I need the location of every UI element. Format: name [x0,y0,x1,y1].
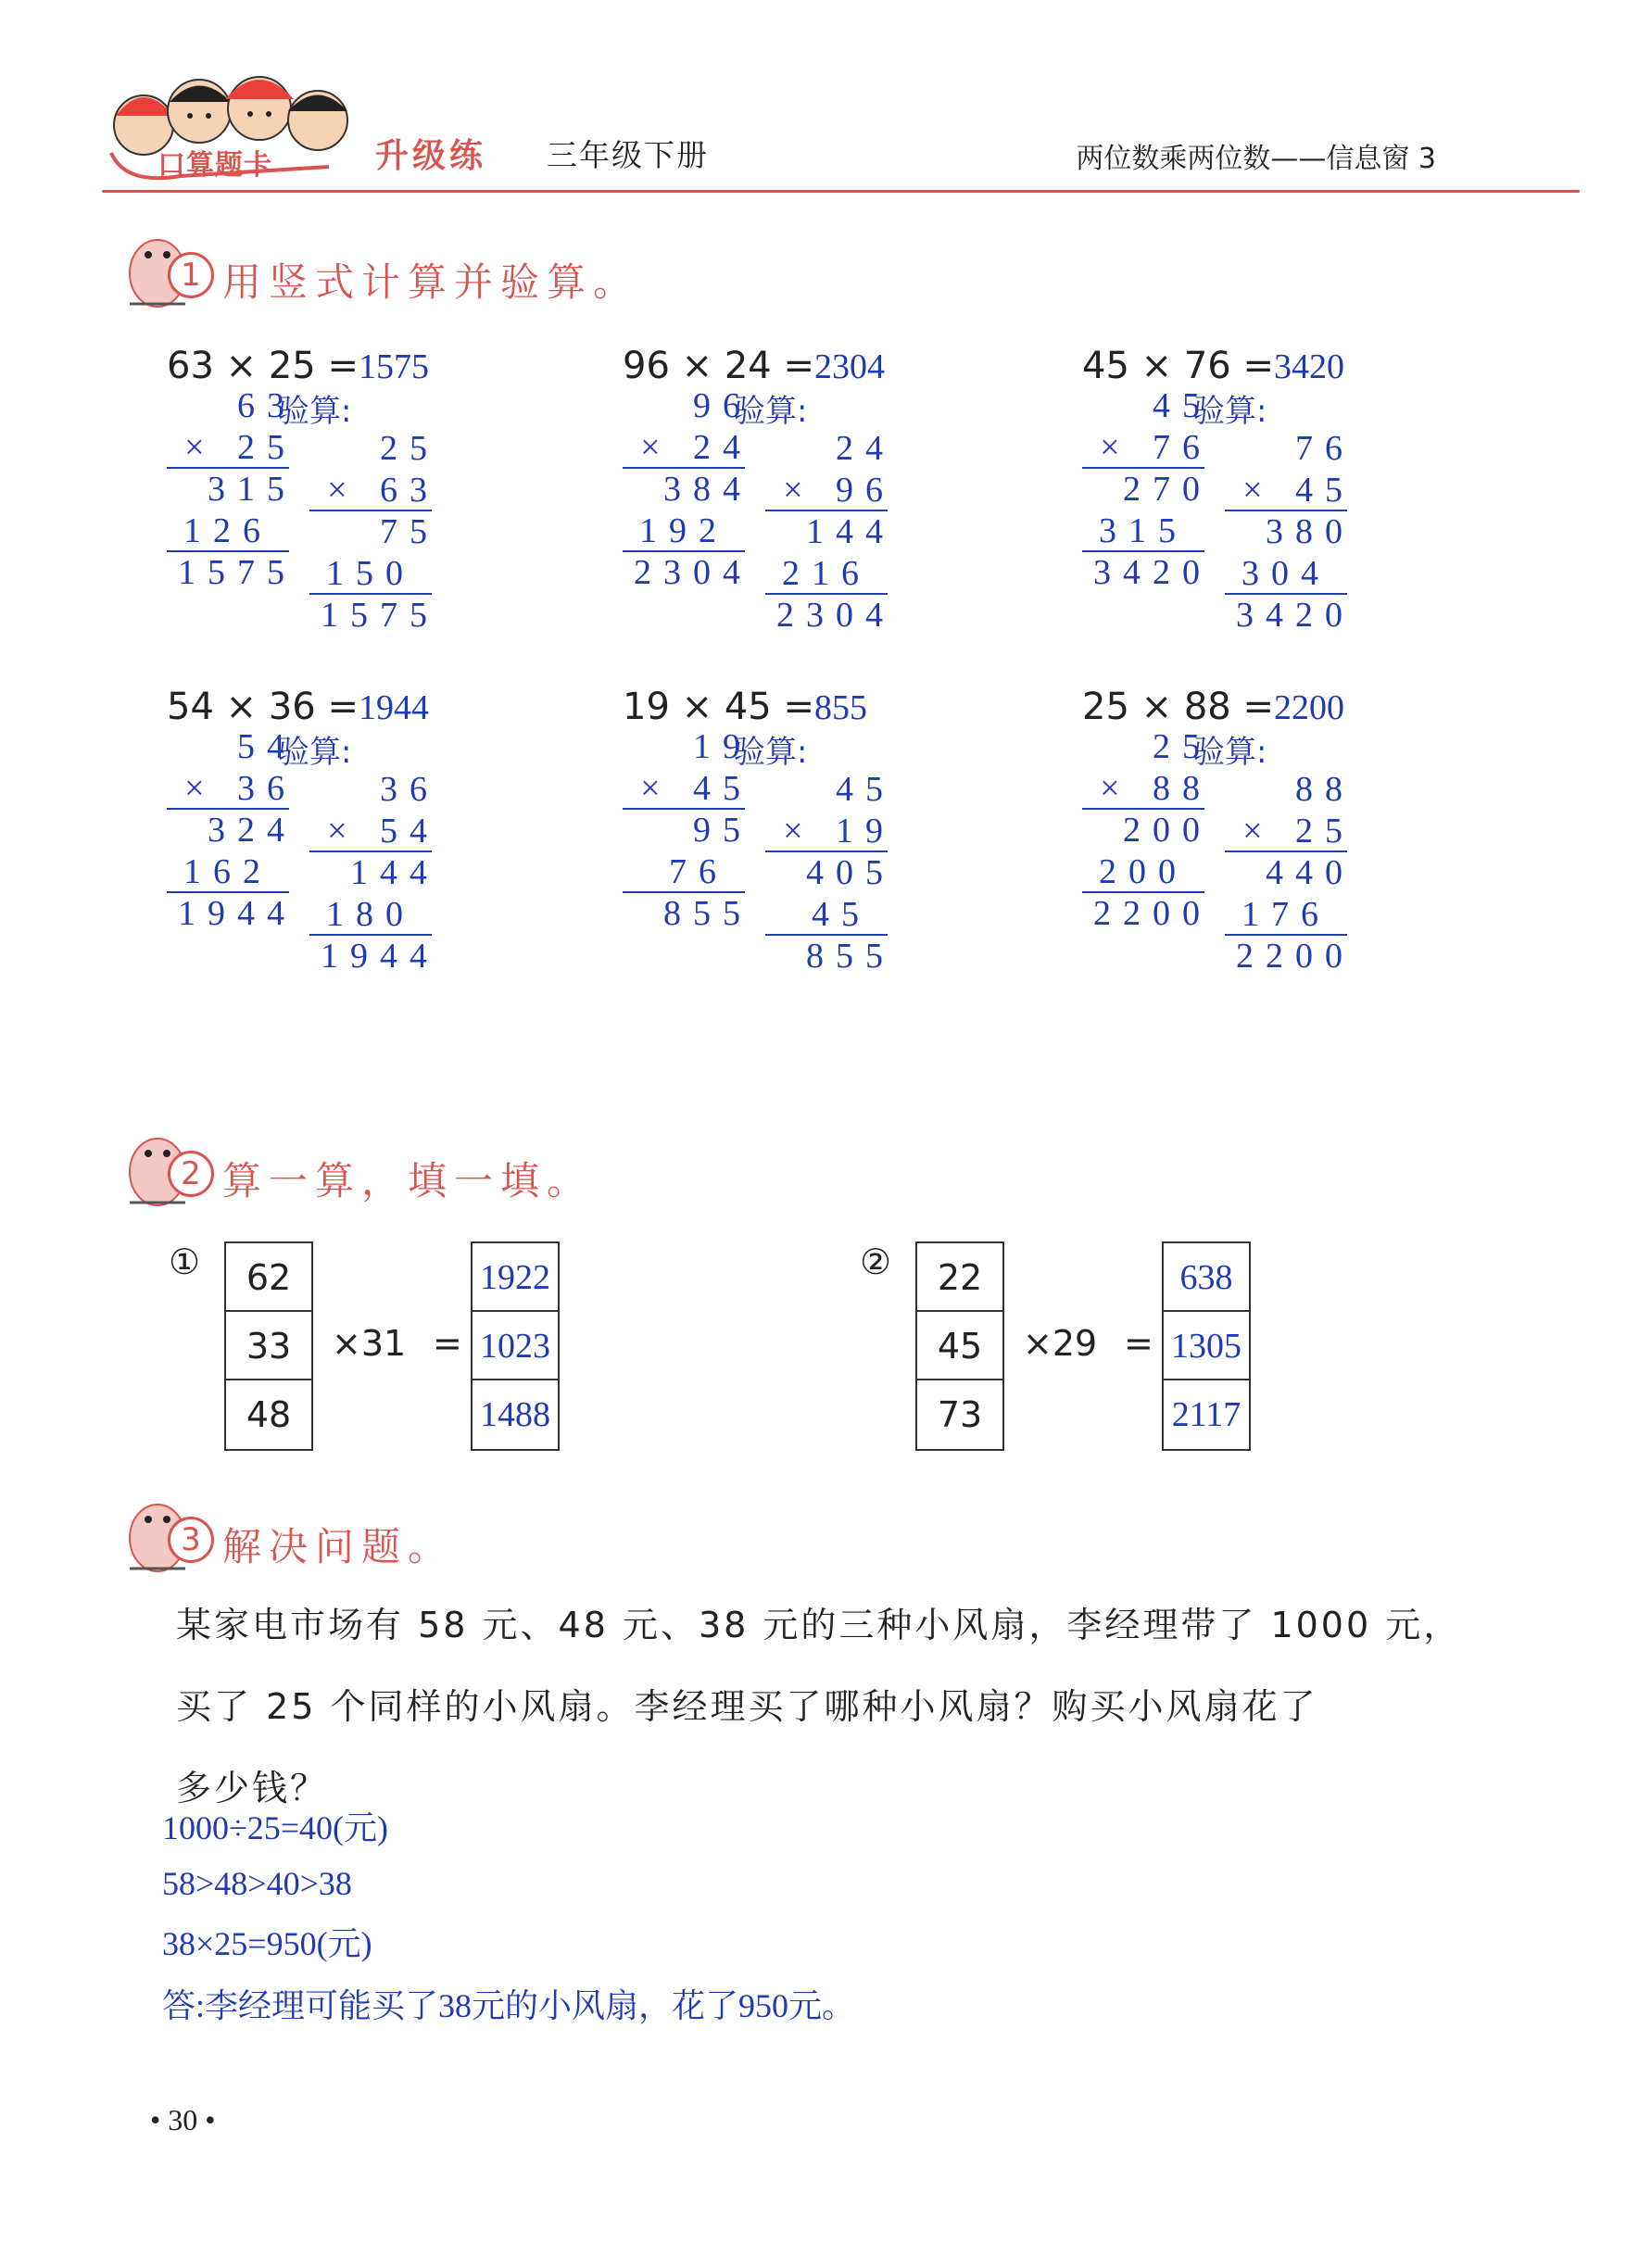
check-rule [765,850,888,852]
calc-digit-row: 45 [1153,386,1212,425]
check-rule [765,593,888,595]
check-digit-row: 76 [1295,429,1355,468]
section3-title: 解决问题。 [222,1524,455,1569]
check-digit-row: 45 [836,770,895,809]
calc-rule [1082,550,1204,552]
check-digit-row: 855 [806,937,895,976]
calc-rule [1082,808,1204,810]
check-rule [1225,510,1347,511]
equation [623,345,885,387]
section2-title: 算一算，填一填。 [222,1158,594,1203]
verify-label: 验算: [1193,734,1267,771]
vertical-calc-problem [167,345,473,650]
check-rule [765,510,888,511]
logo-text: 口算题卡 [158,149,272,182]
group-label: ① [169,1241,201,1282]
input-cell: 22 [917,1243,1002,1312]
input-cell: 73 [937,1394,983,1435]
vertical-calc-problem [1082,345,1388,650]
calc-digit-row: 2200 [1093,894,1212,933]
solution-line: 38×25=950(元) [162,1925,372,1962]
calc-digit-row: 96 [693,386,752,425]
check-digit-row: 216 [782,554,871,593]
verify-label: 验算: [734,734,808,771]
output-column [1162,1241,1251,1451]
input-cell: 33 [226,1312,311,1380]
input-column [915,1241,1004,1451]
calc-rule [167,808,289,810]
equation [1082,345,1344,387]
topic-label: 两位数乘两位数——信息窗 3 [1076,143,1436,175]
equation-expression: 96 × 24 = [623,345,814,387]
check-digit-row: 176 [1242,895,1330,934]
calc-rule [623,550,745,552]
solution-line: 1000÷25=40(元) [162,1809,389,1846]
equation-answer: 855 [813,688,867,727]
vertical-calc-problem [623,686,928,991]
multiplier: ×31 [332,1323,407,1364]
section2-header [125,1130,774,1214]
calc-digit-row: 3420 [1093,553,1212,592]
group-label: ② [860,1241,892,1282]
page-number: • 30 • [150,2103,216,2136]
check-rule [309,850,432,852]
calc-digit-row: × 45 [640,769,752,808]
calc-rule [623,467,745,469]
answer-cell: 1305 [1164,1312,1249,1380]
check-digit-row: 88 [1295,770,1355,809]
check-digit-row: 24 [836,429,895,468]
header-divider [102,190,1580,193]
equation-expression: 25 × 88 = [1082,686,1274,728]
solution-line: 58>48>40>38 [162,1865,352,1902]
check-digit-row: × 25 [1242,812,1355,850]
calc-rule [167,891,289,893]
check-digit-row: 1575 [321,596,439,635]
solution [162,1802,855,2027]
equation [623,686,867,728]
check-digit-row: 2304 [776,596,895,635]
check-digit-row: 150 [326,554,415,593]
equation-expression: 63 × 25 = [167,345,359,387]
word-problem [176,1584,1492,1829]
verify-label: 验算: [734,393,808,430]
check-digit-row: 304 [1242,554,1330,593]
check-digit-row: × 96 [783,471,895,510]
verify-label: 验算: [278,393,352,430]
section2-badge: 2 [168,1151,214,1197]
equation [167,345,429,387]
check-digit-row: × 63 [327,471,439,510]
calc-digit-row: 63 [237,386,296,425]
check-digit-row: 1944 [321,937,439,976]
input-cell: 45 [917,1312,1002,1380]
equation-answer: 1575 [358,347,429,386]
answer-cell: 2117 [1171,1395,1242,1434]
check-rule [765,934,888,936]
calc-digit-row: 270 [1123,470,1212,509]
calc-rule [1082,891,1204,893]
problem-line: 多少钱？ [176,1768,329,1808]
check-digit-row: 3420 [1236,596,1355,635]
calc-digit-row: 19 [693,727,752,766]
calc-rule [623,808,745,810]
problem-line: 买了 25 个同样的小风扇。李经理买了哪种小风扇？购买小风扇花了 [176,1686,1318,1727]
check-digit-row: 380 [1266,512,1355,551]
calc-digit-row: × 88 [1100,769,1212,808]
section1-badge: 1 [168,252,214,298]
check-digit-row: 36 [380,770,439,809]
answer-cell: 638 [1164,1243,1249,1312]
output-column [471,1241,560,1451]
input-cell: 48 [246,1394,292,1435]
verify-label: 验算: [278,734,352,771]
answer-cell: 1023 [473,1312,558,1380]
equals-sign: = [1124,1323,1153,1364]
equals-sign: = [433,1323,462,1364]
check-digit-row: 144 [806,512,895,551]
check-digit-row: 45 [812,895,871,934]
calc-digit-row: 126 [183,511,272,550]
calc-digit-row: 315 [208,470,296,509]
calc-digit-row: 162 [183,852,272,891]
check-digit-row: 2200 [1236,937,1355,976]
check-digit-row: 180 [326,895,415,934]
calc-digit-row: 855 [663,894,752,933]
check-digit-row: 75 [380,512,439,551]
calc-digit-row: × 76 [1100,428,1212,467]
calc-digit-row: 192 [639,511,728,550]
header-logo [107,51,371,190]
fill-group-1 [169,1241,586,1455]
section3-badge: 3 [168,1517,214,1563]
calc-digit-row: 200 [1099,852,1188,891]
calc-digit-row: 200 [1123,811,1212,850]
vertical-calc-problem [1082,686,1388,991]
calc-rule [1082,467,1204,469]
input-column [224,1241,313,1451]
vertical-calc-problem [167,686,473,991]
verify-label: 验算: [1193,393,1267,430]
equation-expression: 19 × 45 = [623,686,814,728]
check-rule [1225,934,1347,936]
calc-rule [623,891,745,893]
section1-header [125,232,774,315]
calc-digit-row: 324 [208,811,296,850]
equation [1082,686,1344,728]
check-digit-row: 25 [380,429,439,468]
check-digit-row: 405 [806,853,895,892]
check-digit-row: × 54 [327,812,439,850]
calc-rule [167,550,289,552]
vertical-calc-problem [623,345,928,650]
grade-label: 三年级下册 [547,137,709,173]
calc-digit-row: 384 [663,470,752,509]
calc-digit-row: 1944 [178,894,296,933]
calc-digit-row: 95 [693,811,752,850]
calc-digit-row: 54 [237,727,296,766]
problem-line: 某家电市场有 58 元、48 元、38 元的三种小风扇，李经理带了 1000 元， [176,1605,1462,1645]
calc-digit-row: × 24 [640,428,752,467]
check-digit-row: × 19 [783,812,895,850]
equation-expression: 54 × 36 = [167,686,359,728]
fill-group-2 [860,1241,1277,1455]
check-digit-row: × 45 [1242,471,1355,510]
check-digit-row: 144 [350,853,439,892]
calc-digit-row: × 36 [184,769,296,808]
answer-cell: 1922 [473,1243,558,1312]
calc-digit-row: 2304 [634,553,752,592]
calc-rule [167,467,289,469]
equation [167,686,429,728]
equation-answer: 3420 [1273,347,1344,386]
section1-title: 用竖式计算并验算。 [222,259,640,305]
equation-answer: 2304 [813,347,885,386]
check-rule [1225,593,1347,595]
series-label: 升级练 [375,137,487,175]
equation-expression: 45 × 76 = [1082,345,1274,387]
check-digit-row: 440 [1266,853,1355,892]
calc-digit-row: 315 [1099,511,1188,550]
calc-digit-row: 76 [669,852,728,891]
answer-cell: 1488 [480,1395,550,1434]
check-rule [309,593,432,595]
answer-line: 答:李经理可能买了38元的小风扇，花了950元。 [162,1987,856,2024]
check-rule [309,934,432,936]
equation-answer: 1944 [358,688,429,727]
check-rule [1225,850,1347,852]
section3-header [125,1496,774,1580]
calc-digit-row: 25 [1153,727,1212,766]
check-rule [309,510,432,511]
equation-answer: 2200 [1273,688,1344,727]
calc-digit-row: × 25 [184,428,296,467]
multiplier: ×29 [1023,1323,1098,1364]
input-cell: 62 [226,1243,311,1312]
calc-digit-row: 1575 [178,553,296,592]
